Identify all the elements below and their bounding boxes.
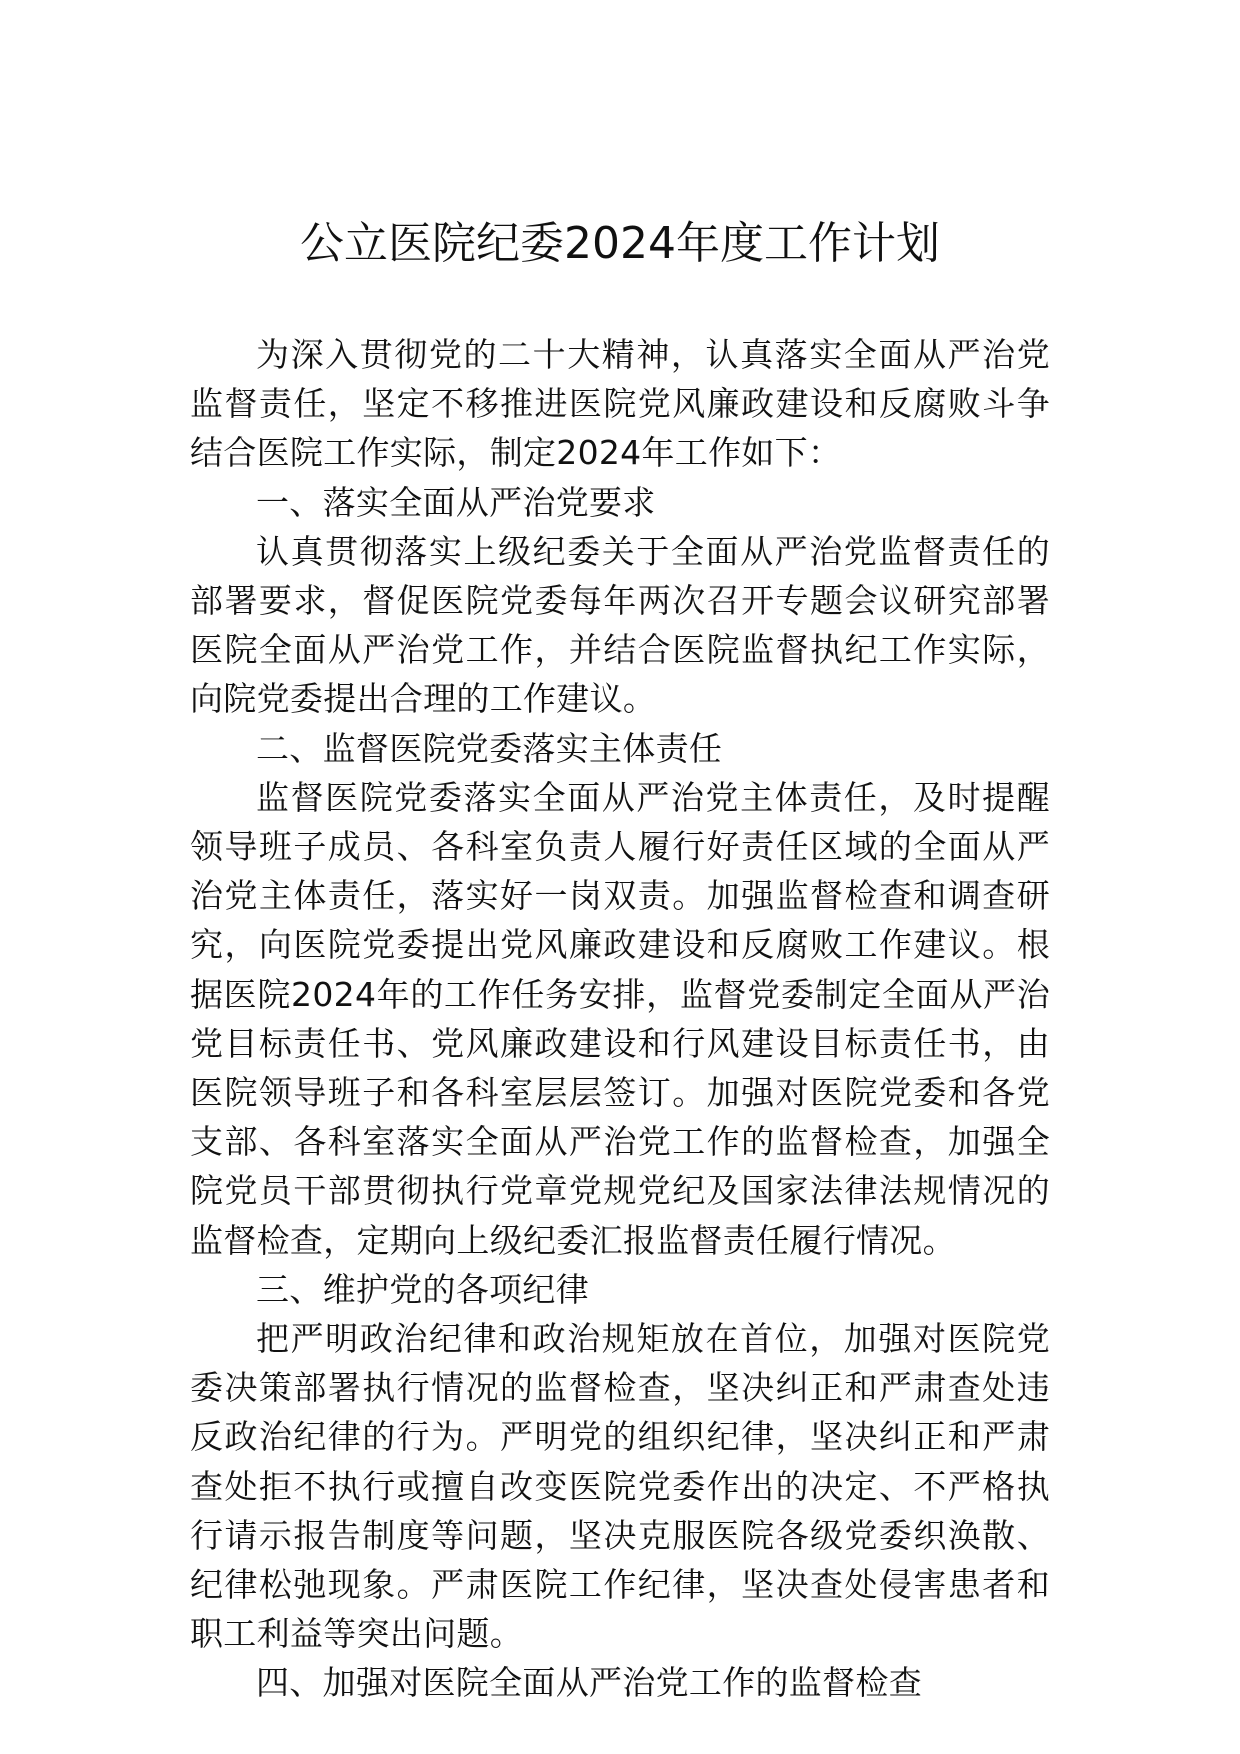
document-body [190, 330, 1050, 1708]
section-2-heading: 二、监督医院党委落实主体责任 [256, 728, 723, 768]
section-1-heading: 一、落实全面从严治党要求 [256, 482, 656, 522]
section-3-heading: 三、维护党的各项纪律 [256, 1269, 589, 1309]
intro-paragraph: 为深入贯彻党的二十大精神，认真落实全面从严治党监督责任，坚定不移推进医院党风廉政建设和反腐败斗争结合医院工作实际，制定2024年工作如下： [190, 335, 1050, 473]
document-title: 公立医院纪委2024年度工作计划 [300, 218, 940, 269]
section-3-paragraph: 把严明政治纪律和政治规矩放在首位，加强对医院党委决策部署执行情况的监督检查，坚决纠正和严肃查处违反政治纪律的行为。严明党的组织纪律，坚决纠正和严肃查处拒不执行或擅自改变医院党委作出的决定、不严格执行请示报告制度等问题，坚决克服医院各级党委织涣散、纪律松弛现象。严肃医院工作纪律，坚决查处侵害患者和职工利益等突出问题。 [190, 1319, 1050, 1654]
section-4-heading: 四、加强对医院全面从严治党工作的监督检查 [256, 1663, 922, 1703]
section-1-paragraph: 认真贯彻落实上级纪委关于全面从严治党监督责任的部署要求，督促医院党委每年两次召开专题会议研究部署医院全面从严治党工作，并结合医院监督执纪工作实际，向院党委提出合理的工作建议。 [190, 531, 1050, 719]
section-2-paragraph: 监督医院党委落实全面从严治党主体责任，及时提醒领导班子成员、各科室负责人履行好责任区域的全面从严治党主体责任，落实好一岗双责。加强监督检查和调查研究，向医院党委提出党风廉政建设和反腐败工作建议。根据医院2024年的工作任务安排，监督党委制定全面从严治党目标责任书、党风廉政建设和行风建设目标责任书，由医院领导班子和各科室层层签订。加强对医院党委和各党支部、各科室落实全面从严治党工作的监督检查，加强全院党员干部贯彻执行党章党规党纪及国家法律法规情况的监督检查，定期向上级纪委汇报监督责任履行情况。 [190, 777, 1050, 1260]
